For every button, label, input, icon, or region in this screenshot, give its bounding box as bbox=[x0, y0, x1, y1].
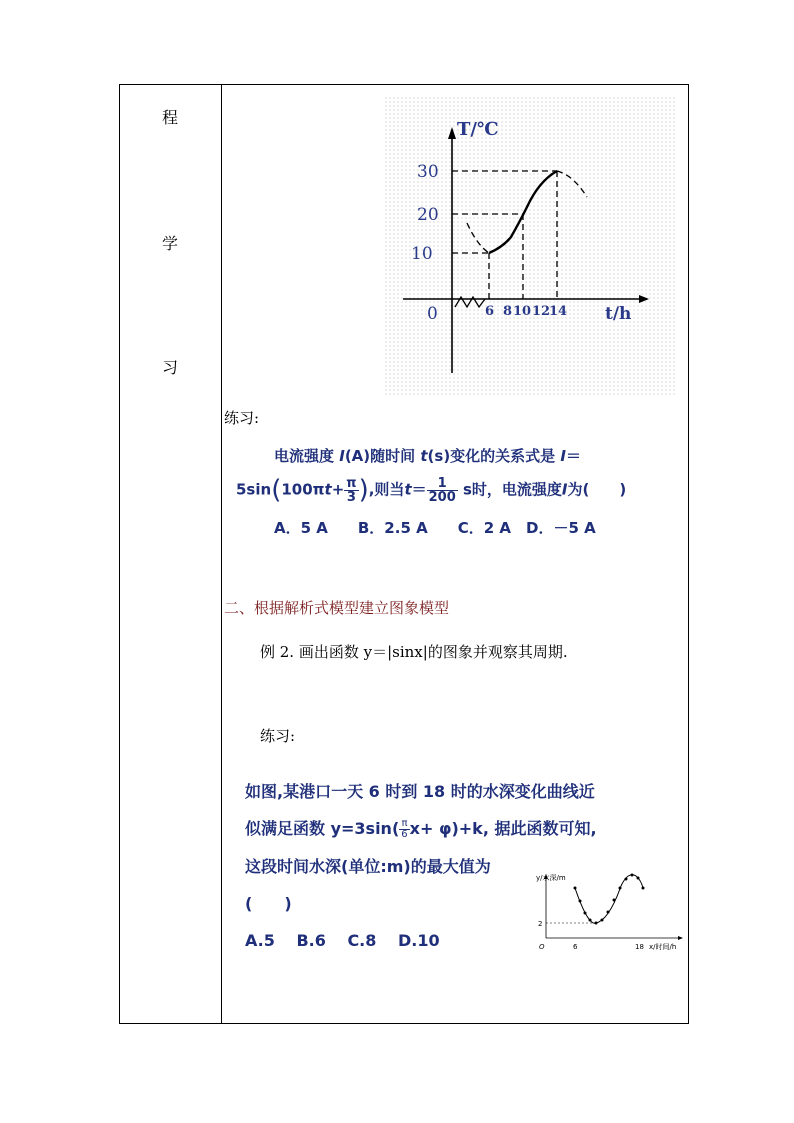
y-tick-10: 10 bbox=[411, 244, 433, 264]
x-tick-6: 6 bbox=[485, 304, 495, 319]
practice1-line1: 电流强度 I(A)随时间 t(s)变化的关系式是 I＝ bbox=[274, 447, 582, 465]
left-char-1: 程 bbox=[162, 108, 179, 127]
fig2-y-label: y/水深/m bbox=[536, 874, 566, 882]
pi-over-3: $\frac{\pi}{3}$ bbox=[346, 475, 357, 505]
temperature-graph bbox=[385, 97, 675, 395]
water-depth-graph bbox=[533, 868, 693, 958]
column-divider bbox=[221, 85, 222, 1023]
fig2-points bbox=[574, 874, 645, 925]
question-line1: 如图,某港口一天 6 时到 18 时的水深变化曲线近 bbox=[245, 782, 595, 801]
x-tick-12: 12 bbox=[532, 304, 551, 319]
practice1-line2: 5sin(100πt+ $\frac{\pi}{3}$ ),则当t＝ $\frac{1}{200}$ s时，电流强度I为( ) bbox=[236, 475, 627, 505]
practice1-heading: 练习: bbox=[224, 409, 260, 427]
one-over-200: $\frac{1}{200}$ bbox=[428, 475, 456, 505]
question-paren: ( ) bbox=[245, 894, 292, 913]
question-line3: 这段时间水深(单位:m)的最大值为 bbox=[245, 857, 491, 876]
lesson-table bbox=[119, 84, 689, 1024]
fig2-x-tick-6: 6 bbox=[573, 943, 578, 951]
fig2-y-tick: 2 bbox=[538, 920, 543, 928]
pi-over-6: $\frac{\pi}{6}$ bbox=[401, 818, 408, 840]
fig2-x-label: x/时间/h bbox=[649, 943, 677, 951]
y-tick-20: 20 bbox=[417, 205, 439, 225]
fig2-curve bbox=[575, 875, 643, 923]
y-axis-label: T/℃ bbox=[457, 119, 499, 140]
section2-title: 二、根据解析式模型建立图象模型 bbox=[224, 599, 450, 617]
y-tick-30: 30 bbox=[417, 162, 439, 182]
x-tick-8: 8 bbox=[503, 304, 513, 319]
practice1-options: A．5 A B．2.5 A C．2 A D．－5 A bbox=[274, 519, 596, 537]
y-tick-0: 0 bbox=[427, 304, 438, 324]
fig2-origin: O bbox=[539, 943, 545, 951]
left-char-3: 习 bbox=[162, 358, 179, 377]
example2: 例 2. 画出函数 y＝|sinx|的图象并观察其周期. bbox=[260, 643, 568, 661]
practice2-heading: 练习: bbox=[260, 727, 296, 745]
question-options: A.5 B.6 C.8 D.10 bbox=[245, 931, 440, 950]
x-tick-14: 14 bbox=[549, 304, 568, 319]
question-line2: 似满足函数 y=3sin( $\frac{\pi}{6}$ x+ φ)+k, 据此函数可知, bbox=[245, 818, 597, 840]
left-char-2: 学 bbox=[162, 234, 179, 253]
fig2-x-tick-18: 18 bbox=[635, 943, 644, 951]
x-axis-label: t/h bbox=[605, 304, 632, 324]
x-tick-10: 10 bbox=[513, 304, 532, 319]
